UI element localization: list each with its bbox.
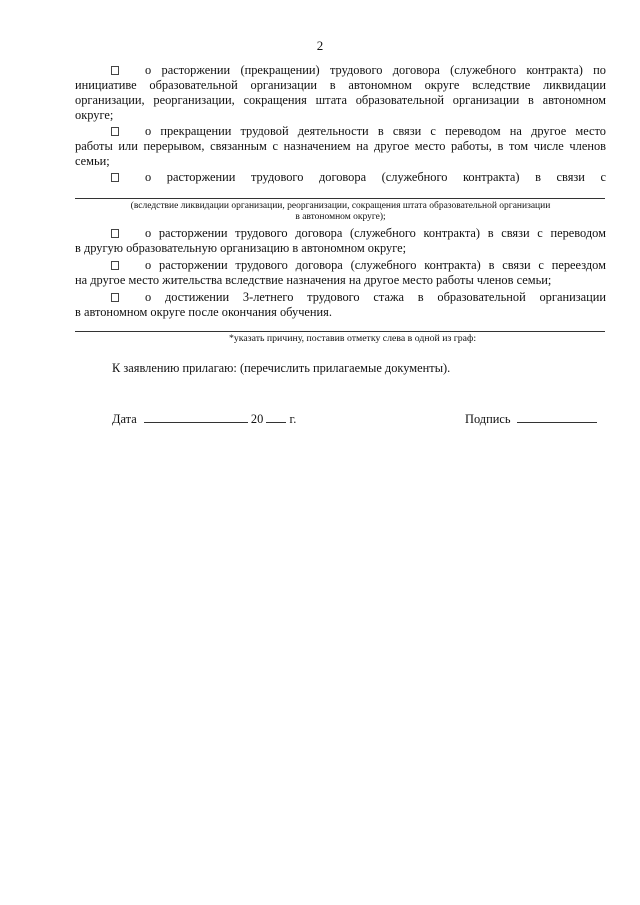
- reason-1-line-4: округе;: [75, 108, 114, 122]
- footnote: *указать причину, поставив отметку слева в одной из граф:: [229, 333, 477, 344]
- reason-item-2: [75, 124, 606, 169]
- date-field: [112, 410, 296, 427]
- year-blank[interactable]: [266, 410, 286, 423]
- reason-4-line-1: о расторжении трудового договора (служебного контракта) в связи с переводом: [145, 226, 606, 240]
- checkbox-reason-5[interactable]: [111, 261, 119, 270]
- attachments-text: К заявлению прилагаю: (перечислить прилагаемые документы).: [112, 361, 451, 375]
- checkbox-reason-4[interactable]: [111, 229, 119, 238]
- reason-item-4: [75, 226, 606, 256]
- reason-1-line-2: инициативе образовательной организации в автономном округе вследствие ликвидации: [75, 78, 606, 92]
- reason-item-3: [75, 170, 606, 185]
- reason-3-note-line-2: в автономном округе);: [295, 212, 386, 222]
- page-number: 2: [316, 38, 324, 53]
- reason-item-1: [75, 63, 606, 123]
- reason-5-line-1: о расторжении трудового договора (служебного контракта) в связи с переездом: [145, 258, 606, 272]
- footnote-rule: [75, 331, 605, 332]
- reason-6-line-1: о достижении 3-летнего трудового стажа в образовательной организации: [145, 290, 606, 304]
- checkbox-reason-3[interactable]: [111, 173, 119, 182]
- date-blank[interactable]: [144, 410, 248, 423]
- checkbox-reason-2[interactable]: [111, 127, 119, 136]
- signature-blank[interactable]: [517, 410, 597, 423]
- reason-1-line-1: о расторжении (прекращении) трудового договора (служебного контракта) по: [145, 63, 606, 77]
- checkbox-reason-1[interactable]: [111, 66, 119, 75]
- reason-2-line-1: о прекращении трудовой деятельности в связи с переводом на другое место: [145, 124, 606, 138]
- reason-5-line-2: на другое место жительства вследствие назначения на другое место работы членов семьи;: [75, 273, 552, 287]
- reason-item-5: [75, 258, 606, 288]
- reason-item-6: [75, 290, 606, 320]
- reason-4-line-2: в другую образовательную организацию в автономном округе;: [75, 241, 407, 255]
- reason-3-fill-line[interactable]: [75, 198, 605, 199]
- year-prefix: 20: [250, 412, 264, 426]
- reason-3-note-line-1: (вследствие ликвидации организации, реорганизации, сокращения штата образовательной организации: [130, 201, 551, 211]
- reason-2-line-2: работы или перерывом, связанным с назначением на другое место работы, в том числе членов: [75, 139, 606, 153]
- reason-3-note: [75, 201, 606, 223]
- reason-1-line-3: организации, реорганизации, сокращения штата образовательной организации в автономном: [75, 93, 606, 107]
- date-label: Дата: [112, 412, 137, 426]
- reason-3-line-1: о расторжении трудового договора (служебного контракта) в связи с: [145, 170, 606, 184]
- reason-6-line-2: в автономном округе после окончания обучения.: [75, 305, 332, 319]
- signature-field: [465, 410, 597, 427]
- year-suffix: г.: [289, 412, 297, 426]
- reason-2-line-3: семьи;: [75, 154, 110, 168]
- checkbox-reason-6[interactable]: [111, 293, 119, 302]
- signature-label: Подпись: [465, 412, 511, 426]
